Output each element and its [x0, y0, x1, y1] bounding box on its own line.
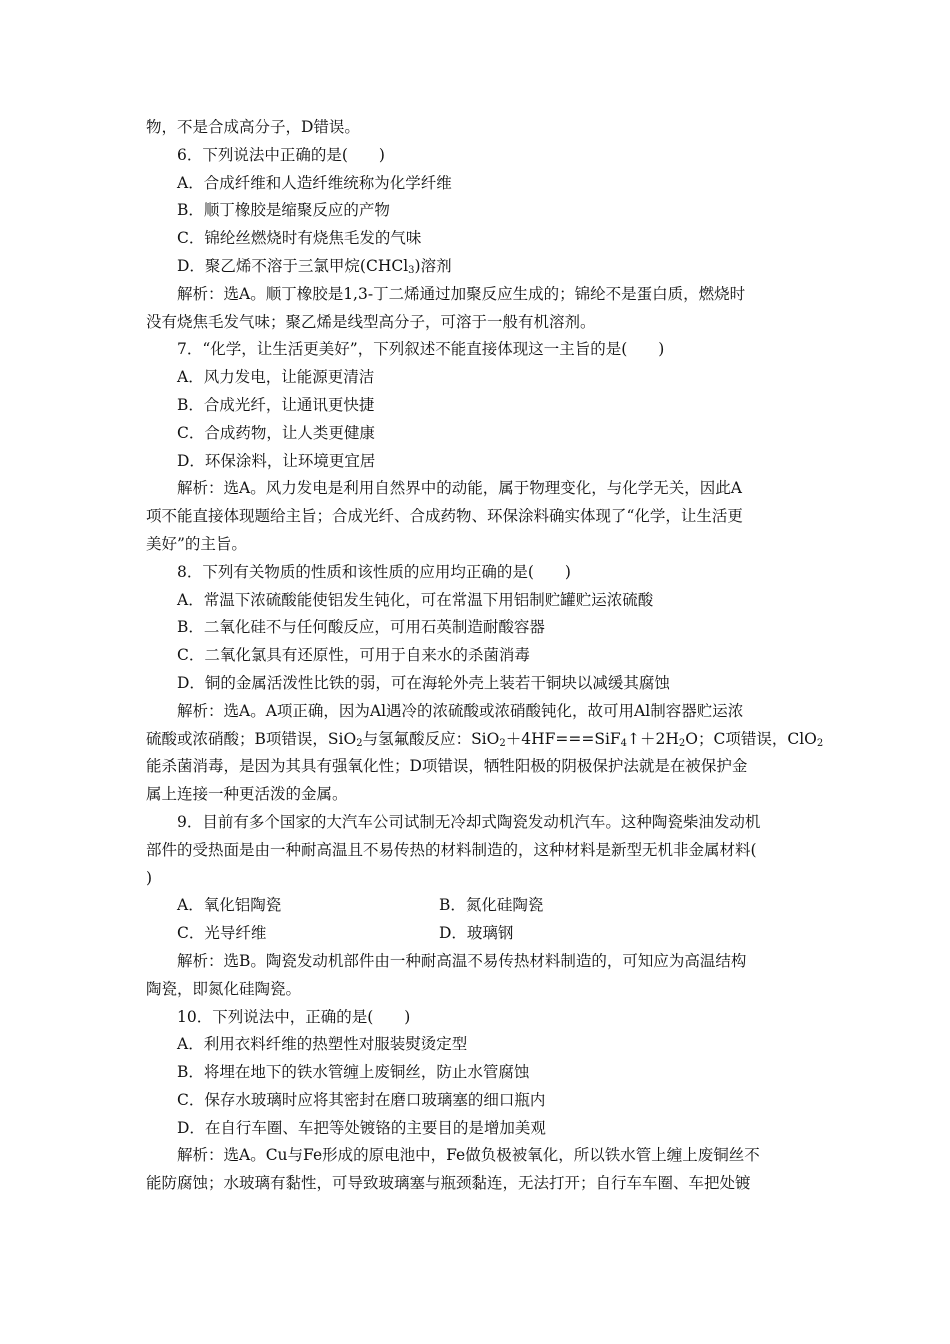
subscript: 2 [499, 737, 506, 749]
analysis-line: 陶瓷，即氮化硅陶瓷。 [146, 979, 302, 998]
question-stem-cont: ) [146, 868, 153, 887]
question-9 [146, 809, 810, 1004]
question-7 [146, 336, 810, 558]
option-a: A．常温下浓硫酸能使铝发生钝化，可在常温下用铝制贮罐贮运浓硫酸 [177, 590, 654, 609]
question-8 [146, 559, 824, 809]
question-stem: 6．下列说法中正确的是( ) [177, 145, 385, 164]
option-b: B．二氧化硅不与任何酸反应，可用石英制造耐酸容器 [177, 618, 545, 637]
option-d-text-end: )溶剂 [414, 256, 452, 275]
analysis-line: 解析：选B。陶瓷发动机部件由一种耐高温不易传热材料制造的，可知应为高温结构 [177, 951, 747, 970]
analysis-line: 美好”的主旨。 [146, 534, 247, 553]
subscript: 2 [356, 737, 363, 749]
subscript: 4 [620, 737, 628, 749]
option-d: D．环保涂料，让环境更宜居 [177, 451, 376, 470]
text-run: ↑＋2H [627, 729, 679, 748]
analysis-line: 项不能直接体现题给主旨；合成光纤、合成药物、环保涂料确实体现了“化学，让生活更 [146, 507, 743, 526]
option-b: B．顺丁橡胶是缩聚反应的产物 [177, 201, 390, 220]
analysis-line: 能防腐蚀；水玻璃有黏性，可导致玻璃塞与瓶颈黏连，无法打开；自行车车圈、车把处镀 [146, 1174, 751, 1193]
option-c: C．锦纶丝燃烧时有烧焦毛发的气味 [177, 229, 422, 248]
option-d-text: D．聚乙烯不溶于三氯甲烷(CHCl [177, 256, 409, 275]
text-run: O；C项错误，ClO [685, 729, 817, 748]
question-6 [146, 142, 810, 337]
analysis-line-formula [146, 726, 824, 754]
subscript: 2 [678, 737, 686, 749]
option-b: B．合成光纤，让通讯更快捷 [177, 395, 375, 414]
question-stem-cont: 部件的受热面是由一种耐高温且不易传热的材料制造的，这种材料是新型无机非金属材料( [146, 840, 757, 859]
option-a: A．风力发电，让能源更清洁 [177, 368, 375, 387]
document-page [146, 114, 824, 1198]
question-stem: 7．“化学，让生活更美好”，下列叙述不能直接体现这一主旨的是( ) [177, 340, 665, 359]
options-row [146, 892, 810, 920]
option-d: D．铜的金属活泼性比铁的弱，可在海轮外壳上装若干铜块以减缓其腐蚀 [177, 673, 670, 692]
option-b: B．将埋在地下的铁水管缠上废铜丝，防止水管腐蚀 [177, 1063, 530, 1082]
option-c: C．合成药物，让人类更健康 [177, 423, 375, 442]
option-b: B．氮化硅陶瓷 [439, 896, 544, 915]
option-d [146, 253, 810, 281]
analysis-line: 解析：选A。风力发电是利用自然界中的动能，属于物理变化，与化学无关，因此A [177, 479, 742, 498]
analysis-line: 属上连接一种更活泼的金属。 [146, 785, 348, 804]
text-run: 硫酸或浓硝酸；B项错误，SiO [146, 729, 357, 748]
analysis-line: 解析：选A。A项正确，因为Al遇冷的浓硫酸或浓硝酸钝化，故可用Al制容器贮运浓 [177, 701, 744, 720]
analysis-line: 解析：选A。Cu与Fe形成的原电池中，Fe做负极被氧化，所以铁水管上缠上废铜丝不 [177, 1146, 760, 1165]
option-a: A．合成纤维和人造纤维统称为化学纤维 [177, 173, 452, 192]
option-d: D．在自行车圈、车把等处镀铬的主要目的是增加美观 [177, 1118, 546, 1137]
analysis-line: 解析：选A。顺丁橡胶是1,3-丁二烯通过加聚反应生成的；锦纶不是蛋白质，燃烧时 [177, 284, 746, 303]
question-stem: 10．下列说法中，正确的是( ) [177, 1007, 411, 1026]
question-stem: 8．下列有关物质的性质和该性质的应用均正确的是( ) [177, 562, 571, 581]
question-stem: 9．目前有多个国家的大汽车公司试制无冷却式陶瓷发动机汽车。这种陶瓷柴油发动机 [177, 812, 761, 831]
text-run: 与氢氟酸反应：SiO [362, 729, 500, 748]
analysis-line: 没有烧焦毛发气味；聚乙烯是线型高分子，可溶于一般有机溶剂。 [146, 312, 596, 331]
analysis-line: 能杀菌消毒，是因为其具有强氧化性；D项错误，牺牲阳极的阴极保护法就是在被保护金 [146, 757, 748, 776]
option-c: C．保存水玻璃时应将其密封在磨口玻璃塞的细口瓶内 [177, 1090, 546, 1109]
options-row [146, 920, 810, 948]
intro-tail: 物，不是合成高分子，D错误。 [146, 118, 360, 136]
option-a: A．氧化铝陶瓷 [177, 896, 282, 915]
option-a: A．利用衣料纤维的热塑性对服装熨烫定型 [177, 1035, 468, 1054]
question-10 [146, 1004, 810, 1199]
subscript: 2 [816, 737, 824, 749]
option-c: C．光导纤维 [177, 924, 267, 943]
text-run: ＋4HF===SiF [505, 729, 621, 748]
option-c: C．二氧化氯具有还原性，可用于自来水的杀菌消毒 [177, 646, 530, 665]
subscript: 3 [408, 264, 415, 276]
option-d: D．玻璃钢 [439, 924, 514, 943]
